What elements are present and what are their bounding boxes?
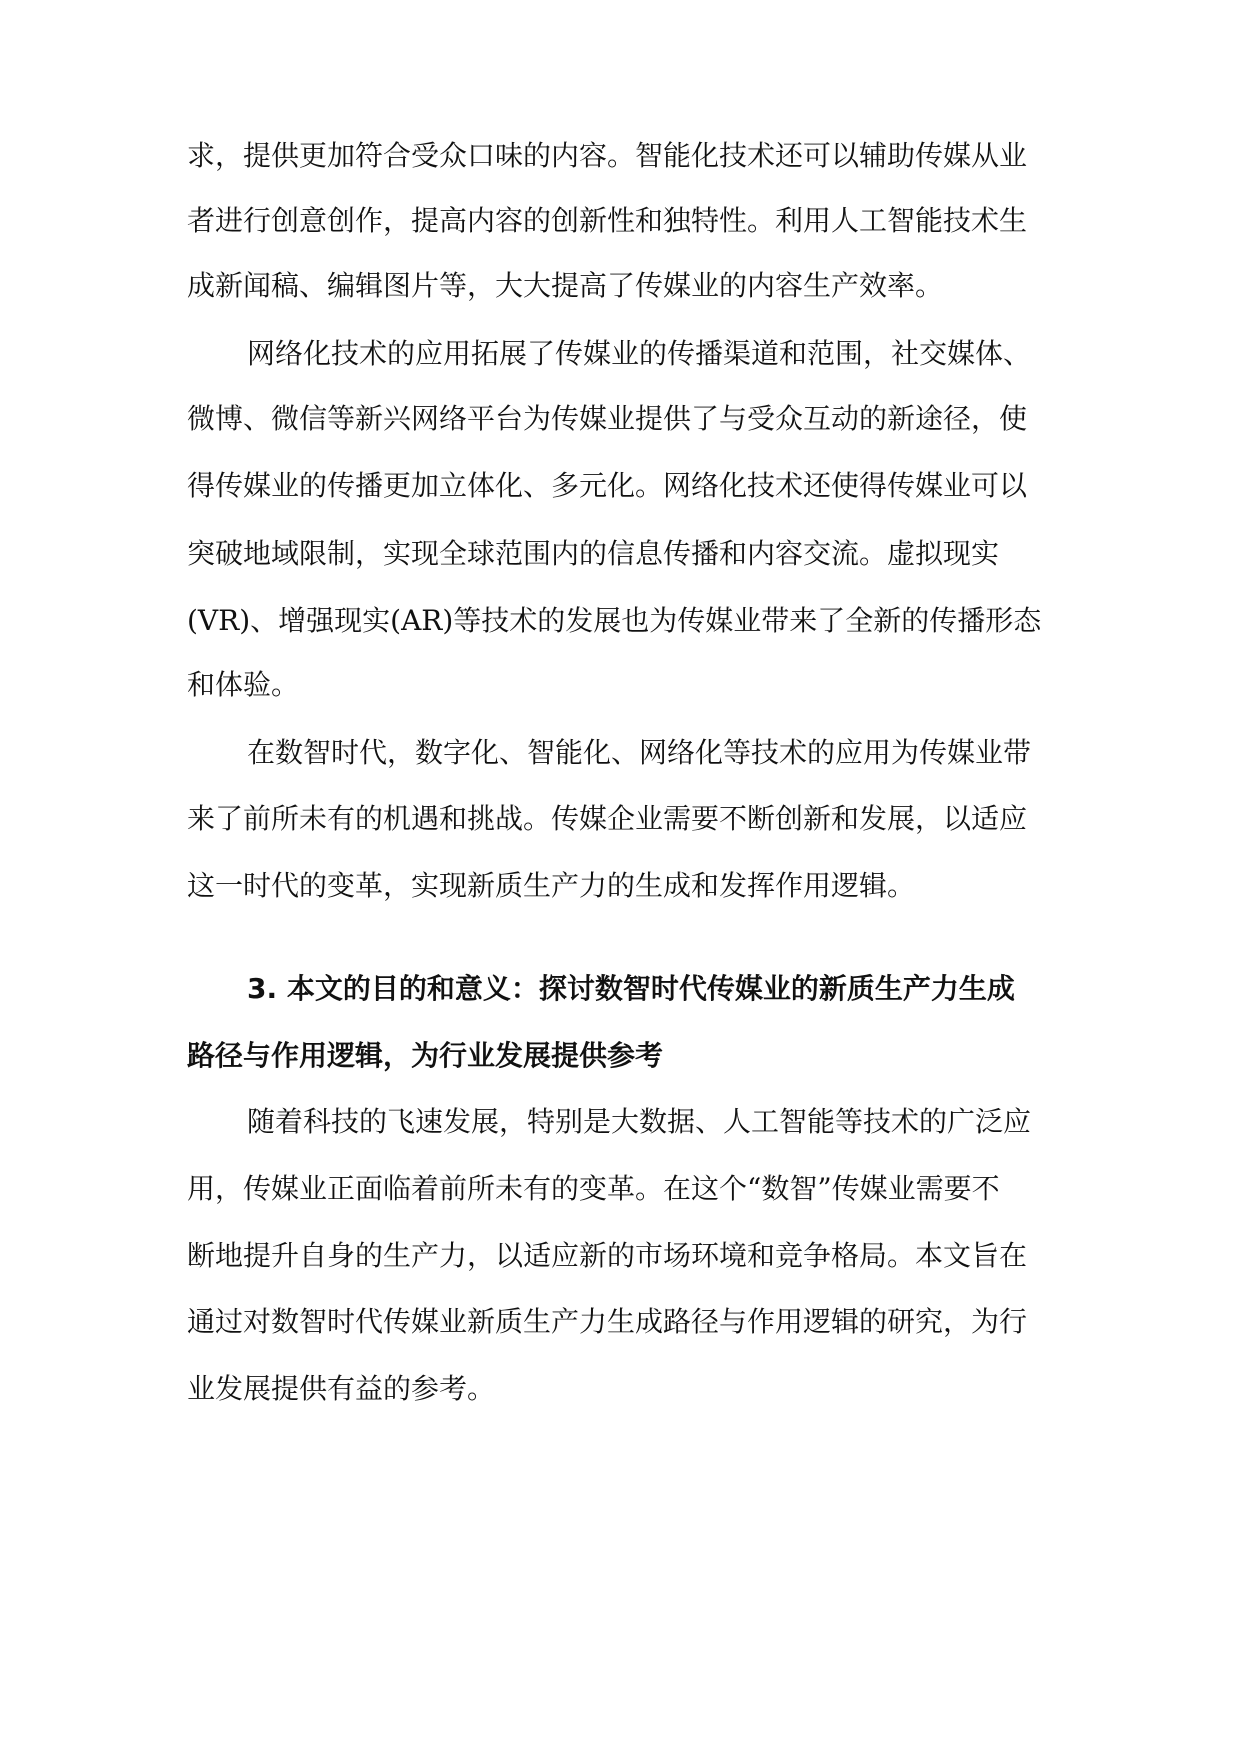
paragraph-4-line-3: 断地提升自身的生产力，以适应新的市场环境和竞争格局。本文旨在: [187, 1239, 1028, 1272]
paragraph-4-line-4: 通过对数智时代传媒业新质生产力生成路径与作用逻辑的研究，为行: [187, 1305, 1028, 1338]
paragraph-2-line-1: 网络化技术的应用拓展了传媒业的传播渠道和范围，社交媒体、: [247, 337, 1032, 370]
paragraph-2-line-5: (VR)、增强现实(AR)等技术的发展也为传媒业带来了全新的传播形态: [187, 604, 1042, 637]
paragraph-2-line-2: 微博、微信等新兴网络平台为传媒业提供了与受众互动的新途径，使: [187, 402, 1028, 435]
paragraph-3-line-2: 来了前所未有的机遇和挑战。传媒企业需要不断创新和发展，以适应: [187, 802, 1028, 835]
paragraph-4-line-2: 用，传媒业正面临着前所未有的变革。在这个“数智”传媒业需要不: [187, 1172, 1000, 1205]
section-heading-line-1: 3. 本文的目的和意义：探讨数智时代传媒业的新质生产力生成: [247, 972, 1015, 1005]
paragraph-3-line-1: 在数智时代，数字化、智能化、网络化等技术的应用为传媒业带: [247, 736, 1032, 769]
paragraph-3-line-3: 这一时代的变革，实现新质生产力的生成和发挥作用逻辑。: [187, 869, 916, 902]
section-heading-line-2: 路径与作用逻辑，为行业发展提供参考: [187, 1039, 664, 1072]
paragraph-2-line-6: 和体验。: [187, 668, 300, 701]
paragraph-4-line-1: 随着科技的飞速发展，特别是大数据、人工智能等技术的广泛应: [247, 1105, 1032, 1138]
paragraph-2-line-3: 得传媒业的传播更加立体化、多元化。网络化技术还使得传媒业可以: [187, 469, 1028, 502]
paragraph-1-line-2: 者进行创意创作，提高内容的创新性和独特性。利用人工智能技术生: [187, 204, 1028, 237]
paragraph-2-line-4: 突破地域限制，实现全球范围内的信息传播和内容交流。虚拟现实: [187, 537, 1000, 570]
paragraph-4-line-5: 业发展提供有益的参考。: [187, 1372, 496, 1405]
paragraph-1-line-3: 成新闻稿、编辑图片等，大大提高了传媒业的内容生产效率。: [187, 269, 944, 302]
paragraph-1-line-1: 求，提供更加符合受众口味的内容。智能化技术还可以辅助传媒从业: [187, 139, 1028, 172]
